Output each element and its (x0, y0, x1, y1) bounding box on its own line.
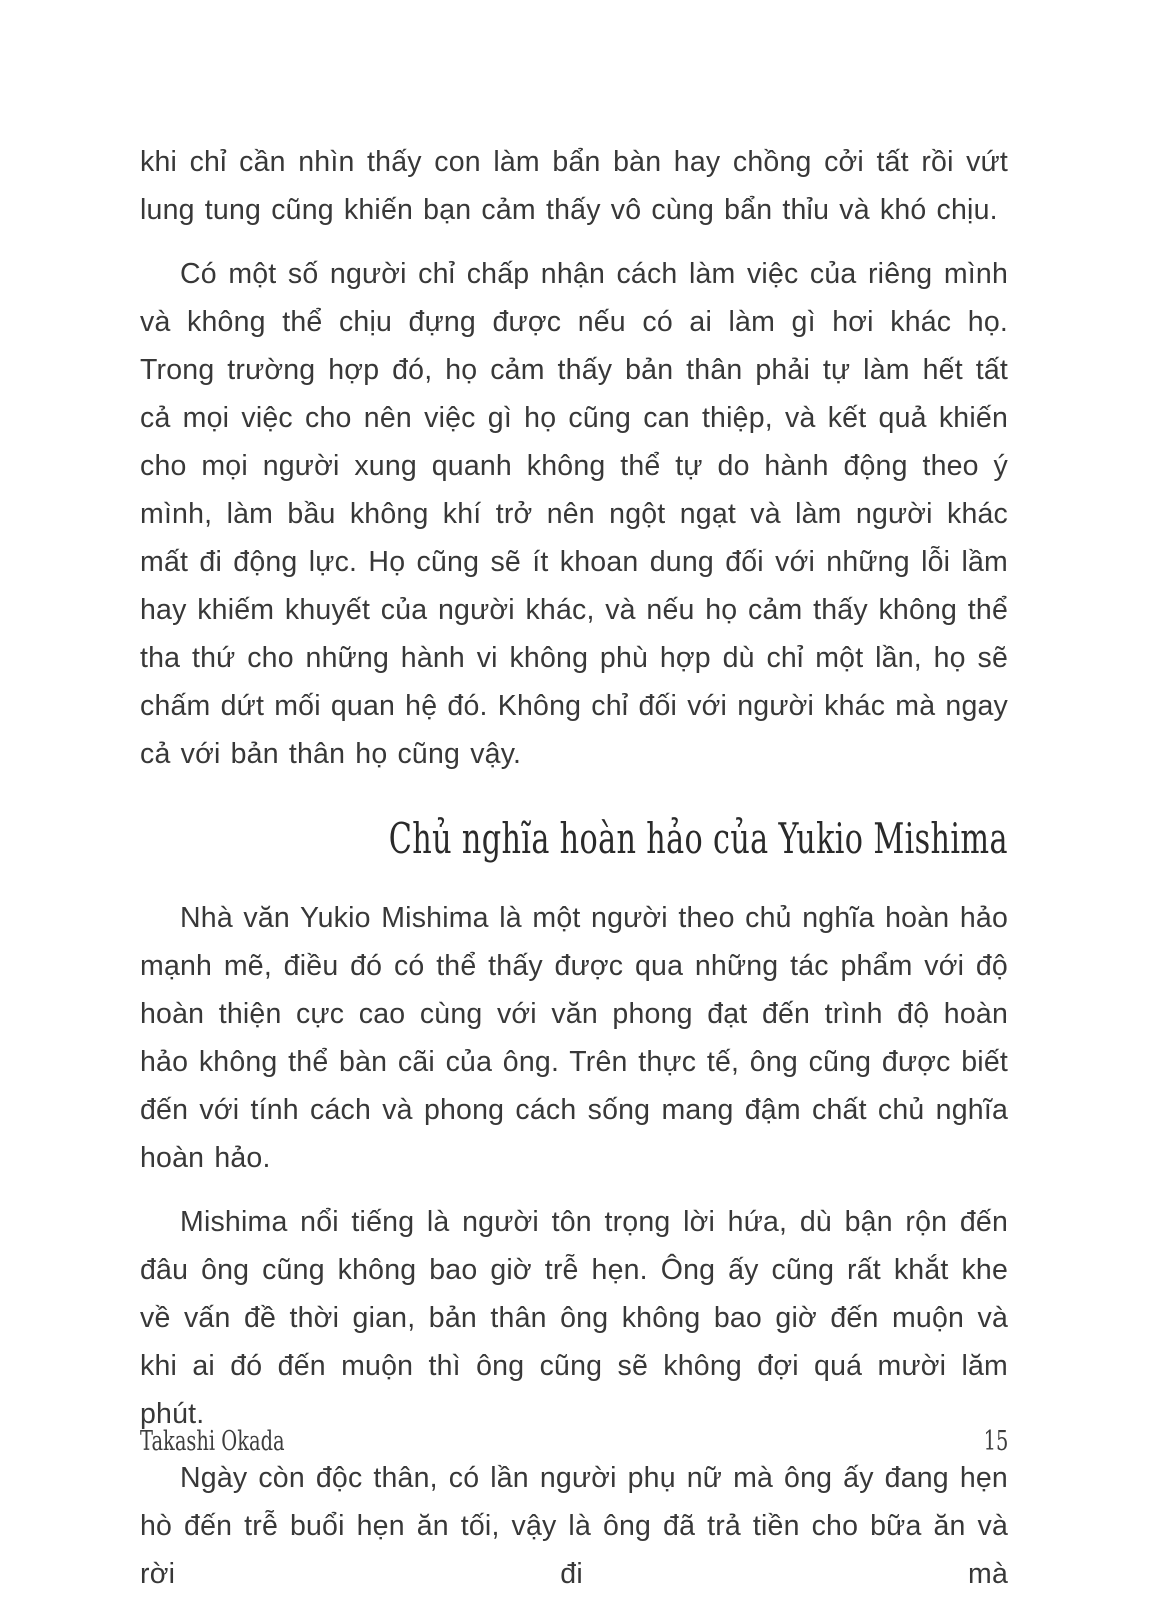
running-header-author: Takashi Okada (140, 1426, 285, 1457)
page-footer (140, 1426, 1008, 1457)
section-heading (140, 816, 1008, 862)
body-paragraph: Mishima nổi tiếng là người tôn trọng lời hứa, dù bận rộn đến đâu ông cũng không bao giờ trễ hẹn. Ông ấy cũng rất khắt khe về vấn đề thời gian, bản thân ông không bao giờ đến muộn và khi ai đó đến muộn thì ông cũng sẽ không đợi quá mười lăm phút. (140, 1206, 1008, 1430)
page-number: 15 (983, 1426, 1008, 1457)
body-paragraph: Có một số người chỉ chấp nhận cách làm việc của riêng mình và không thể chịu đựng được nếu có ai làm gì hơi khác họ. Trong trường hợp đó, họ cảm thấy bản thân phải tự làm hết tất cả mọi việc cho nên việc gì họ cũng can thiệp, và kết quả khiến cho mọi người xung quanh không thể tự do hành động theo ý mình, làm bầu không khí trở nên ngột ngạt và làm người khác mất đi động lực. Họ cũng sẽ ít khoan dung đối với những lỗi lầm hay khiếm khuyết của người khác, và nếu họ cảm thấy không thể tha thứ cho những hành vi không phù hợp dù chỉ một lần, họ sẽ chấm dứt mối quan hệ đó. Không chỉ đối với người khác mà ngay cả với bản thân họ cũng vậy. (140, 258, 1008, 770)
section-heading-text: Chủ nghĩa hoàn hảo của Yukio Mishima (388, 814, 1008, 863)
body-paragraph: khi chỉ cần nhìn thấy con làm bẩn bàn hay chồng cởi tất rồi vứt lung tung cũng khiến bạn cảm thấy vô cùng bẩn thỉu và khó chịu. (140, 146, 1008, 226)
body-paragraph: Nhà văn Yukio Mishima là một người theo chủ nghĩa hoàn hảo mạnh mẽ, điều đó có thể thấy được qua những tác phẩm với độ hoàn thiện cực cao cùng với văn phong đạt đến trình độ hoàn hảo không thể bàn cãi của ông. Trên thực tế, ông cũng được biết đến với tính cách và phong cách sống mang đậm chất chủ nghĩa hoàn hảo. (140, 902, 1008, 1174)
body-paragraph: Ngày còn độc thân, có lần người phụ nữ mà ông ấy đang hẹn hò đến trễ buổi hẹn ăn tối, vậy là ông đã trả tiền cho bữa ăn và rời đi mà (140, 1462, 1008, 1590)
